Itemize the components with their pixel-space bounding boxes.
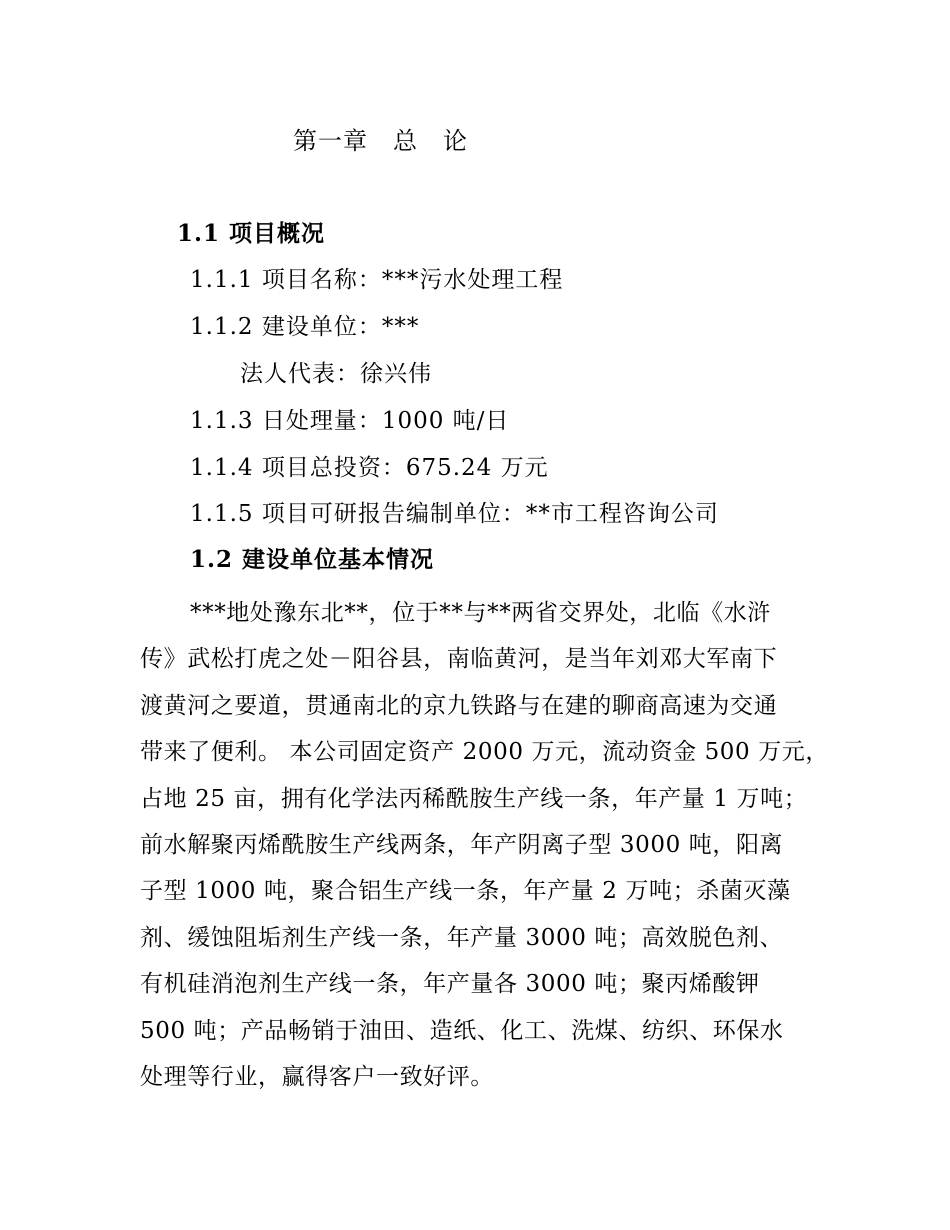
paragraph-line: 处理等行业，赢得客户一致好评。	[140, 1064, 494, 1091]
total-investment-line: 1.1.4 项目总投资：675.24 万元	[190, 455, 549, 481]
paragraph-line: 渡黄河之要道，贯通南北的京九铁路与在建的聊商高速为交通	[140, 692, 778, 719]
project-name-line: 1.1.1 项目名称：***污水处理工程	[190, 267, 564, 293]
paragraph-line: 带来了便利。 本公司固定资产 2000 万元，流动资金 500 万元，	[140, 739, 829, 766]
construction-unit-line: 1.1.2 建设单位：***	[190, 314, 420, 340]
paragraph-line: ***地处豫东北**，位于**与**两省交界处，北临《水浒	[190, 600, 771, 626]
paragraph-line: 剂、缓蚀阻垢剂生产线一条，年产量 3000 吨；高效脱色剂、	[140, 924, 784, 951]
company-description-paragraph	[140, 590, 830, 1100]
report-compiler-line: 1.1.5 项目可研报告编制单位：**市工程咨询公司	[190, 501, 719, 527]
paragraph-line: 占地 25 亩，拥有化学法丙稀酰胺生产线一条，年产量 1 万吨；	[140, 785, 808, 812]
daily-capacity-line: 1.1.3 日处理量：1000 吨/日	[190, 408, 510, 434]
paragraph-line: 子型 1000 吨，聚合铝生产线一条，年产量 2 万吨；杀菌灭藻	[140, 878, 791, 905]
section-heading-1-2: 1.2 建设单位基本情况	[190, 546, 435, 573]
paragraph-line: 500 吨；产品畅销于油田、造纸、化工、洗煤、纺织、环保水	[140, 1017, 784, 1044]
paragraph-line: 有机硅消泡剂生产线一条，年产量各 3000 吨；聚丙烯酸钾	[140, 971, 760, 998]
paragraph-line: 传》武松打虎之处－阳谷县，南临黄河，是当年刘邓大军南下	[140, 646, 778, 673]
chapter-title: 第一章 总 论	[293, 127, 468, 155]
paragraph-line: 前水解聚丙烯酰胺生产线两条，年产阴离子型 3000 吨，阳离	[140, 832, 784, 859]
legal-representative-line: 法人代表：徐兴伟	[240, 361, 432, 387]
section-heading-1-1: 1.1 项目概况	[177, 220, 326, 247]
